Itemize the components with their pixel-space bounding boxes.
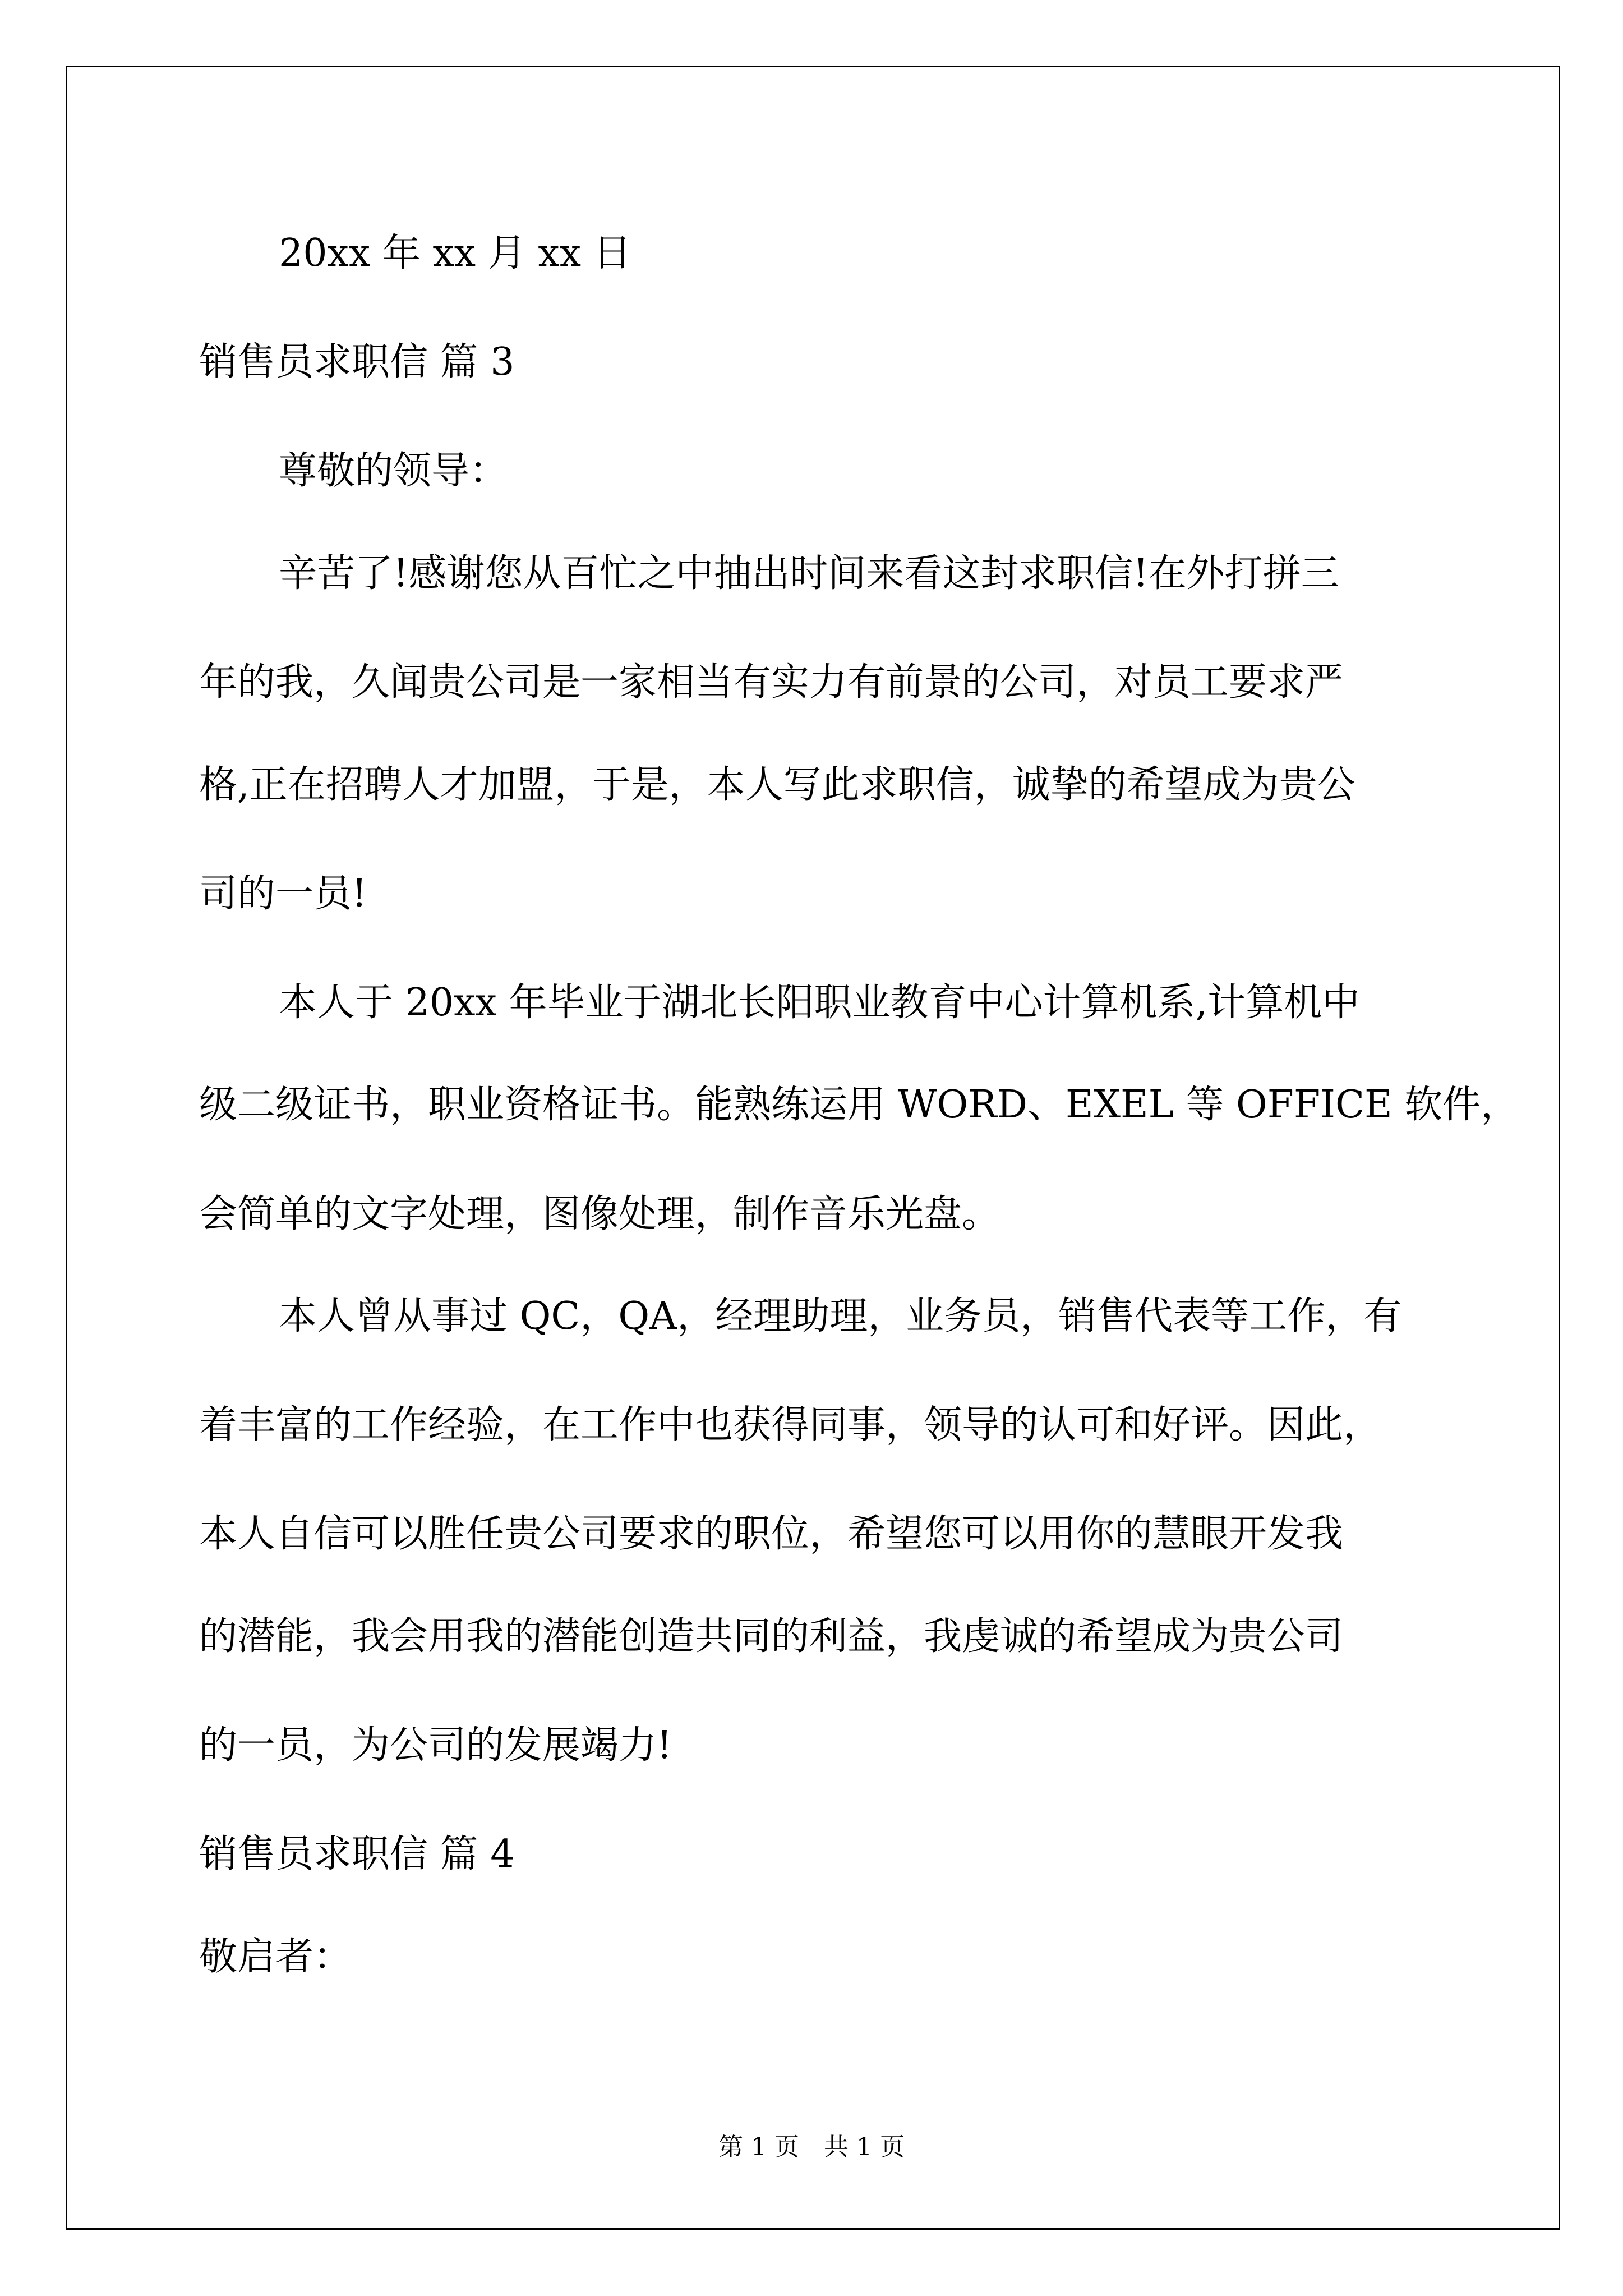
paragraph-3-line-1: 本人曾从事过 QC，QA，经理助理，业务员，销售代表等工作，有 <box>279 1294 1402 1338</box>
paragraph-2-line-1: 本人于 20xx 年毕业于湖北长阳职业教育中心计算机系,计算机中 <box>279 981 1361 1025</box>
section-heading-3: 销售员求职信 篇 3 <box>199 340 515 384</box>
salutation: 尊敬的领导： <box>279 449 508 493</box>
paragraph-3-line-3: 本人自信可以胜任贵公司要求的职位，希望您可以用你的慧眼开发我 <box>199 1512 1344 1556</box>
paragraph-1-line-4: 司的一员! <box>199 872 367 916</box>
paragraph-1-line-2: 年的我，久闻贵公司是一家相当有实力有前景的公司，对员工要求严 <box>199 660 1344 705</box>
paragraph-3-line-5: 的一员，为公司的发展竭力! <box>199 1723 672 1768</box>
paragraph-3-line-2: 着丰富的工作经验，在工作中也获得同事，领导的认可和好评。因此， <box>199 1403 1382 1447</box>
paragraph-3-line-4: 的潜能，我会用我的潜能创造共同的利益，我虔诚的希望成为贵公司 <box>199 1614 1344 1659</box>
paragraph-1-line-3: 格,正在招聘人才加盟，于是，本人写此求职信，诚挚的希望成为贵公 <box>199 763 1355 807</box>
page-border <box>66 66 1560 2230</box>
page-footer: 第 1 页 共 1 页 <box>718 2133 905 2161</box>
paragraph-1-line-1: 辛苦了!感谢您从百忙之中抽出时间来看这封求职信!在外打拼三 <box>279 551 1339 596</box>
paragraph-2-line-2: 级二级证书，职业资格证书。能熟练运用 WORD、EXEL 等 OFFICE 软件， <box>199 1083 1519 1127</box>
paragraph-2-line-3: 会简单的文字处理，图像处理，制作音乐光盘。 <box>199 1192 1000 1236</box>
salutation-2: 敬启者： <box>199 1935 352 1979</box>
date-line: 20xx 年 xx 月 xx 日 <box>279 231 631 275</box>
section-heading-4: 销售员求职信 篇 4 <box>199 1832 515 1876</box>
